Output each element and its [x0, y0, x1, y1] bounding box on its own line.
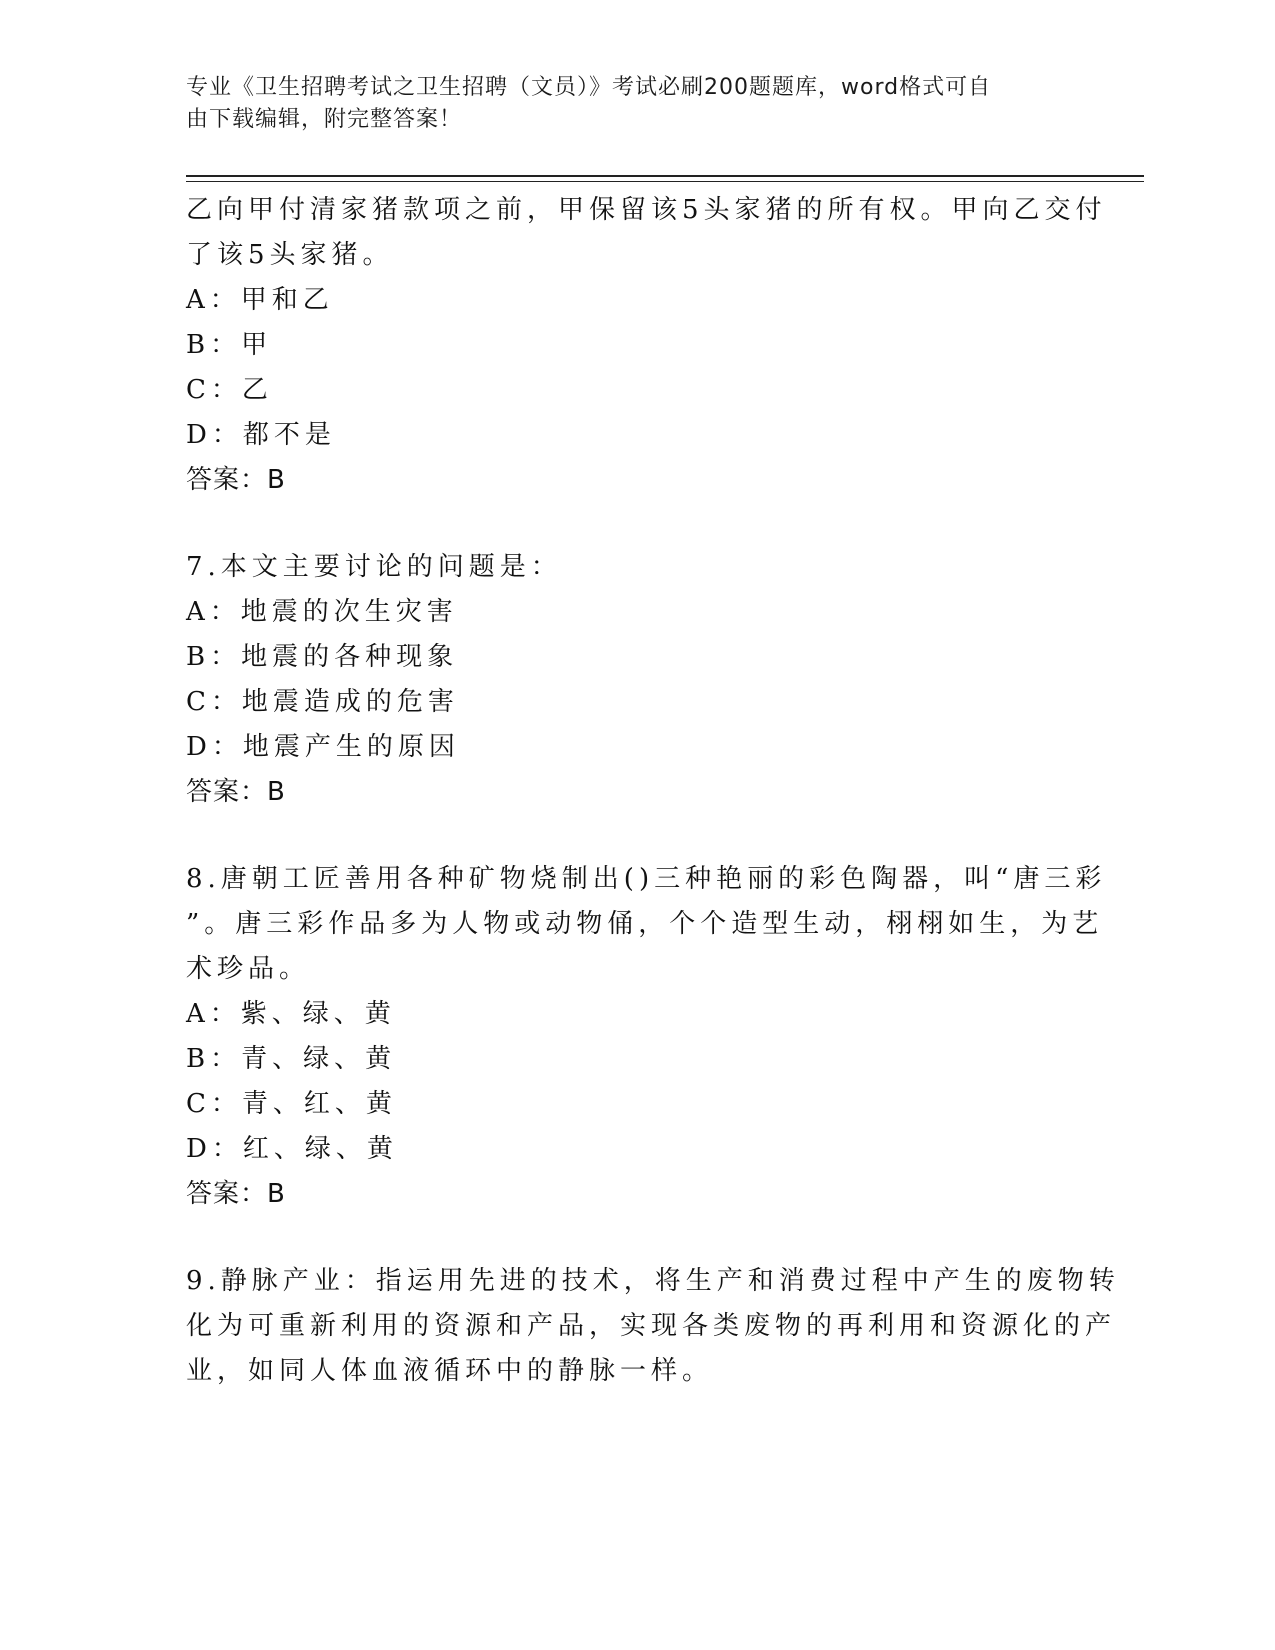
answer-line: 答案：B — [186, 1179, 286, 1209]
option-c: C：青、红、黄 — [186, 1089, 397, 1119]
header-rule-thick — [186, 175, 1144, 177]
document-body — [186, 188, 1120, 1394]
question-9 — [186, 1259, 1120, 1394]
question-stem-line: 化为可重新利用的资源和产品，实现各类废物的再利用和资源化的产 — [186, 1311, 1117, 1341]
option-b: B：青、绿、黄 — [186, 1044, 397, 1074]
document-header — [186, 72, 1046, 136]
question-stem-line: 业，如同人体血液循环中的静脉一样。 — [186, 1356, 714, 1386]
answer-line: 答案：B — [186, 777, 286, 807]
option-d: D：地震产生的原因 — [186, 732, 460, 762]
option-b: B：地震的各种现象 — [186, 642, 459, 672]
question-stem-line: ”。唐三彩作品多为人物或动物俑，个个造型生动，栩栩如生，为艺 — [186, 909, 1104, 939]
question-stem-line: 8.唐朝工匠善用各种矿物烧制出()三种艳丽的彩色陶器，叫“唐三彩 — [186, 864, 1107, 894]
question-8 — [186, 857, 1107, 1217]
header-line-1: 专业《卫生招聘考试之卫生招聘（文员）》考试必刷200题题库，word格式可自 — [186, 75, 992, 100]
option-b: B：甲 — [186, 330, 273, 360]
option-a: A：地震的次生灾害 — [186, 597, 458, 627]
option-a: A：紫、绿、黄 — [186, 999, 396, 1029]
header-rule-thin — [186, 181, 1144, 182]
header-line-2: 由下载编辑，附完整答案！ — [186, 107, 463, 132]
option-a: A：甲和乙 — [186, 285, 334, 315]
spacer — [186, 1217, 1046, 1259]
option-c: C：地震造成的危害 — [186, 687, 459, 717]
question-stem-line: 9.静脉产业：指运用先进的技术，将生产和消费过程中产生的废物转 — [186, 1266, 1120, 1296]
spacer — [186, 503, 1046, 545]
question-stem-line: 了该5头家猪。 — [186, 240, 394, 270]
question-7 — [186, 545, 1046, 815]
question-stem-line: 术珍品。 — [186, 954, 311, 984]
option-d: D：都不是 — [186, 420, 336, 450]
question-stem-line: 7.本文主要讨论的问题是： — [186, 552, 562, 582]
question-6 — [186, 188, 1107, 503]
spacer — [186, 815, 1046, 857]
option-d: D：红、绿、黄 — [186, 1134, 398, 1164]
answer-line: 答案：B — [186, 465, 286, 495]
question-stem-line: 乙向甲付清家猪款项之前，甲保留该5头家猪的所有权。甲向乙交付 — [186, 195, 1107, 225]
option-c: C：乙 — [186, 375, 273, 405]
